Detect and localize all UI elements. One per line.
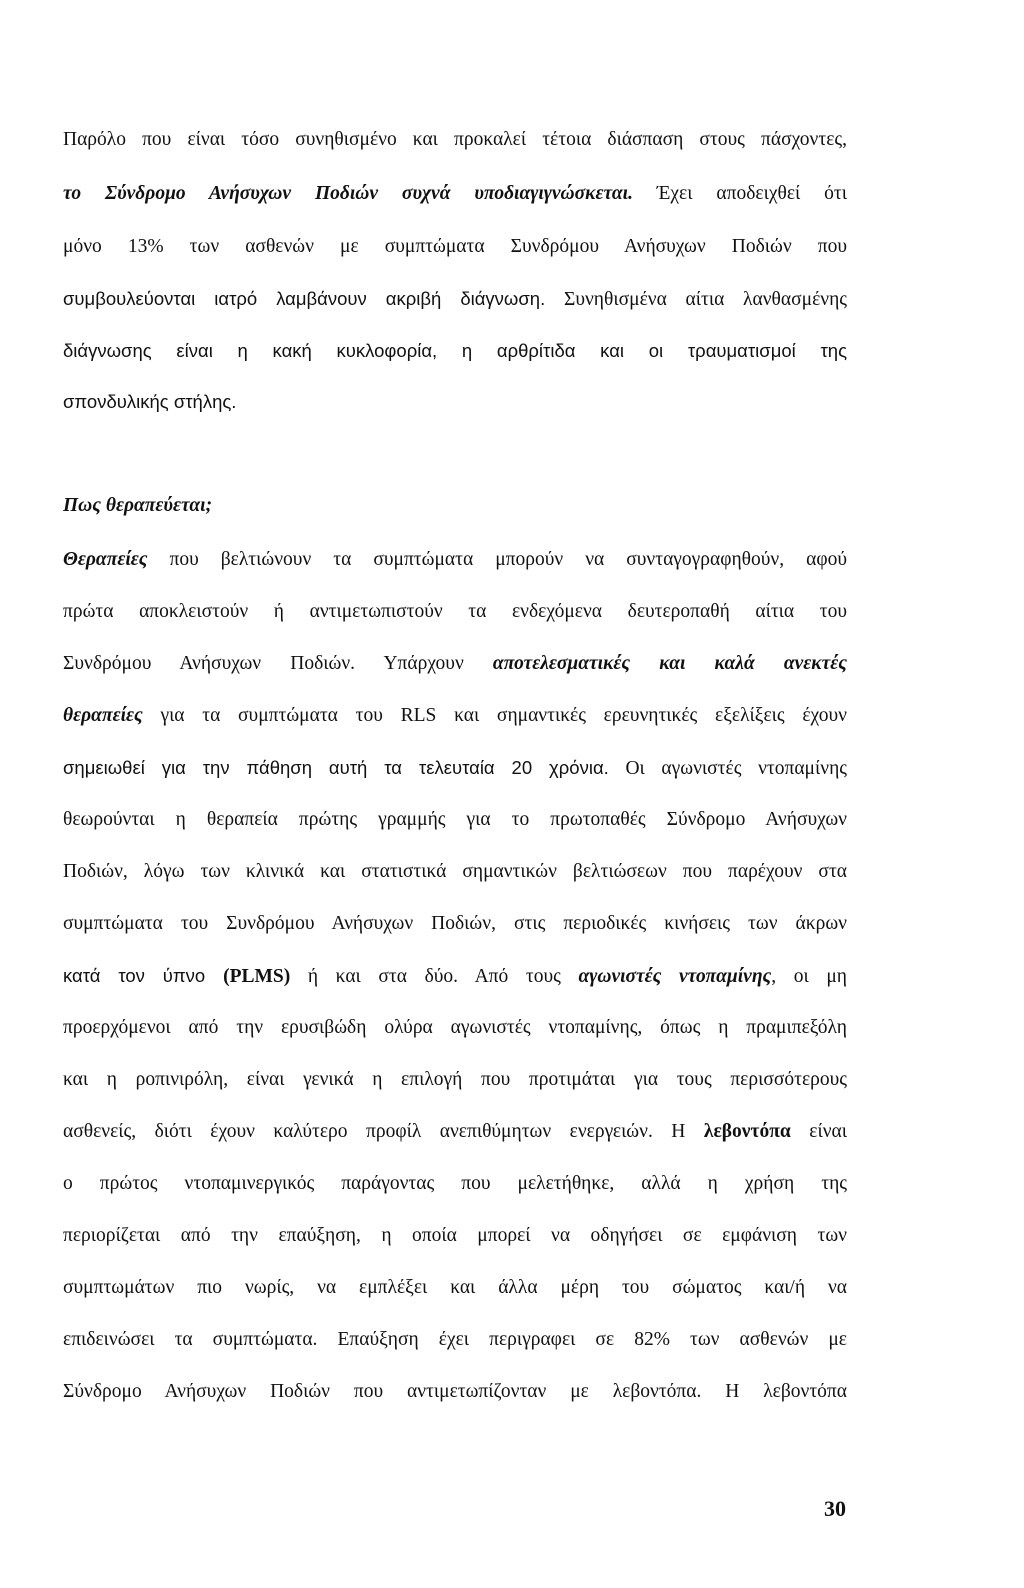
paragraph-2-line-17 [63,1379,847,1405]
paragraph-2-line-10 [63,1015,847,1041]
text-run: σημειωθεί για την πάθηση αυτή τα τελευταία 20 χρόνια. [63,757,609,778]
paragraph-2-line-7 [63,859,847,885]
paragraph-2-line-9 [63,963,847,990]
paragraph-2-line-11 [63,1067,847,1093]
text-run: Ποδιών, λόγω των κλινικά και στατιστικά σημαντικών βελτιώσεων που παρέχουν στα [63,861,847,882]
paragraph-2-line-15 [63,1275,847,1301]
paragraph-2-line-13 [63,1171,847,1197]
paragraph-2-line-14 [63,1223,847,1249]
paragraph-1-line-1 [63,127,847,153]
text-run: ο πρώτος ντοπαμινεργικός παράγοντας που μελετήθηκε, αλλά η χρήση της [63,1173,847,1194]
section-heading [63,493,847,519]
text-run: και η ροπινιρόλη, είναι γενικά η επιλογή που προτιμάται για τους περισσότερους [63,1069,847,1090]
paragraph-2-line-8 [63,911,847,937]
text-run: Οι αγωνιστές ντοπαμίνης [608,758,847,779]
text-run: θεωρούνται η θεραπεία πρώτης γραμμής για το πρωτοπαθές Σύνδρομο Ανήσυχων [63,809,847,830]
paragraph-2-line-6 [63,807,847,833]
paragraph-2-line-5 [63,755,847,782]
text-run: σπονδυλικής στήλης. [63,391,237,412]
paragraph-1-line-3 [63,234,847,260]
paragraph-1-line-5 [63,338,847,364]
bold-phrase: το Σύνδρομο Ανήσυχων Ποδιών συχνά υποδιαγιγνώσκεται. [63,183,633,204]
paragraph-2-line-12 [63,1119,847,1145]
text-run: επιδεινώσει τα συμπτώματα. Επαύξηση έχει περιγραφει σε 82% των ασθενών με [63,1329,847,1350]
text-run: περιορίζεται από την επαύξηση, η οποία μπορεί να οδηγήσει σε εμφάνιση των [63,1225,847,1246]
bold-abbreviation: (PLMS) [223,966,291,987]
text-run: που βελτιώνουν τα συμπτώματα μπορούν να συνταγογραφηθούν, αφού [147,549,847,570]
text-run: Συνδρόμου Ανήσυχων Ποδιών. Υπάρχουν [63,653,493,674]
paragraph-2-line-1 [63,547,847,573]
text-run: Σύνδρομο Ανήσυχων Ποδιών που αντιμετωπίζονταν με λεβοντόπα. Η λεβοντόπα [63,1381,847,1402]
text-run: ασθενείς, διότι έχουν καλύτερο προφίλ ανεπιθύμητων ενεργειών. Η [63,1121,704,1142]
page-number: 30 [824,1496,846,1521]
text-run: είναι [790,1121,847,1142]
paragraph-1-line-4 [63,286,847,313]
paragraph-2-line-4 [63,703,847,729]
paragraph-2-line-3 [63,651,847,677]
bold-phrase: αποτελεσματικές και καλά ανεκτές [492,653,847,674]
text-run: συμπτωμάτων πιο νωρίς, να εμπλέξει και άλλα μέρη του σώματος και/ή να [63,1277,847,1298]
bold-phrase: θεραπείες [63,705,143,726]
text-run: μόνο 13% των ασθενών με συμπτώματα Συνδρόμου Ανήσυχων Ποδιών που [63,236,847,257]
text-run: , οι μη [771,966,847,987]
text-run: Συνηθισμένα αίτια λανθασμένης [545,289,847,310]
heading-text: Πως θεραπεύεται; [63,495,213,516]
text-run: Έχει αποδειχθεί ότι [632,183,847,204]
text-run: Παρόλο που είναι τόσο συνηθισμένο και προκαλεί τέτοια διάσπαση στους πάσχοντες, [63,129,847,150]
paragraph-1-line-2 [63,181,847,207]
text-run: διάγνωσης είναι η κακή κυκλοφορία, η αρθρίτιδα και οι τραυματισμοί της [63,340,847,361]
bold-phrase: αγωνιστές ντοπαμίνης [578,966,772,987]
paragraph-2-line-2 [63,599,847,625]
text-run: κατά τον ύπνο [63,965,224,986]
paragraph-2-line-16 [63,1327,847,1353]
text-run: ή και στα δύο. Από τους [290,966,579,987]
text-run: συμβουλεύονται ιατρό λαμβάνουν ακριβή διάγνωση. [63,288,546,309]
text-run: προερχόμενοι από την ερυσιβώδη ολύρα αγωνιστές ντοπαμίνης, όπως η πραμιπεξόλη [63,1017,847,1038]
bold-phrase: λεβοντόπα [703,1121,791,1142]
text-run: πρώτα αποκλειστούν ή αντιμετωπιστούν τα ενδεχόμενα δευτεροπαθή αίτια του [63,601,847,622]
text-run: για τα συμπτώματα του RLS και σημαντικές ερευνητικές εξελίξεις έχουν [142,705,847,726]
paragraph-1-line-6 [63,389,847,415]
bold-phrase: Θεραπείες [63,549,148,570]
text-run: συμπτώματα του Συνδρόμου Ανήσυχων Ποδιών, στις περιοδικές κινήσεις των άκρων [63,913,847,934]
